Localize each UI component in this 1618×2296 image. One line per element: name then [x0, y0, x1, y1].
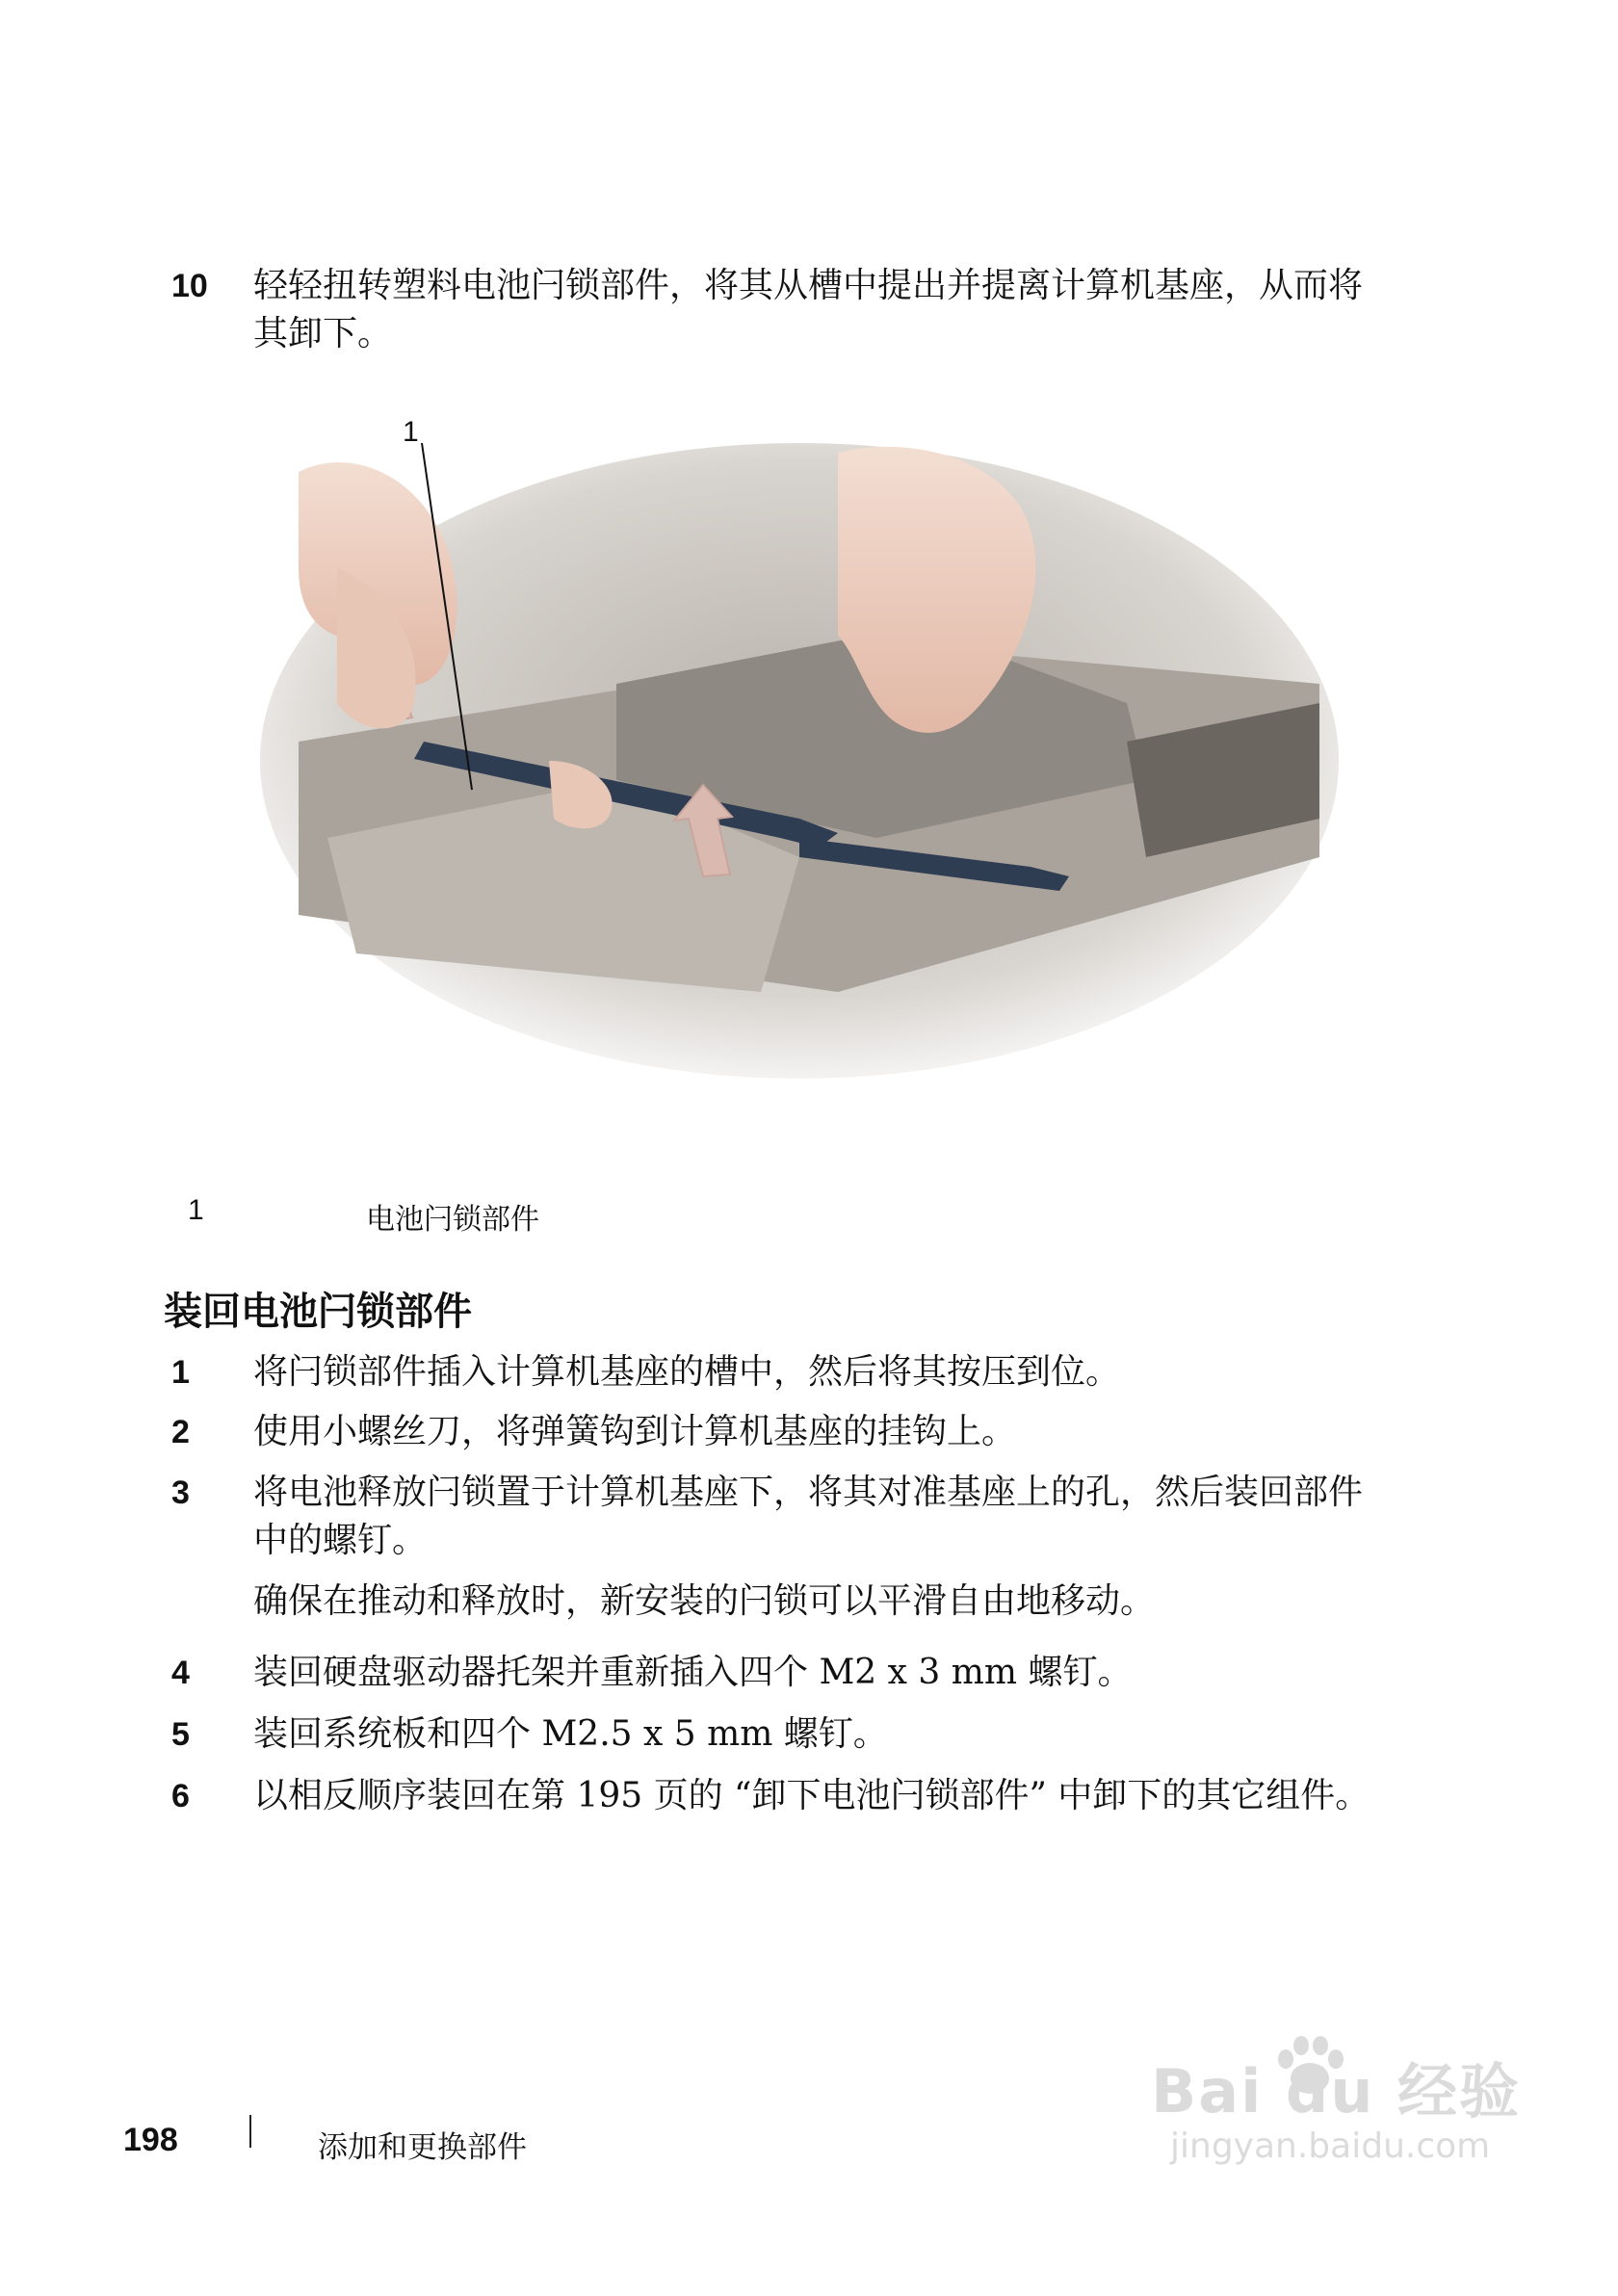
step-text: 轻轻扭转塑料电池闩锁部件，将其从槽中提出并提离计算机基座，从而将其卸下。: [253, 266, 1364, 353]
page-number: 198: [123, 2122, 178, 2158]
step-number: 5: [171, 1716, 190, 1753]
step-text: 以相反顺序装回在第 195 页的 “卸下电池闩锁部件” 中卸下的其它组件。: [253, 1776, 1370, 1815]
step-number: 4: [171, 1655, 190, 1691]
watermark-url: jingyan.baidu.com: [1170, 2126, 1491, 2166]
battery-latch-figure: [299, 416, 1319, 1117]
step-text: 将闩锁部件插入计算机基座的槽中，然后将其按压到位。: [253, 1352, 1121, 1392]
watermark-logo: Bai du 经验: [1151, 2056, 1522, 2126]
step-3-note: 确保在推动和释放时，新安装的闩锁可以平滑自由地移动。: [253, 1581, 1156, 1621]
caption-number: 1: [188, 1194, 204, 1226]
step-text: 装回硬盘驱动器托架并重新插入四个 M2 x 3 mm 螺钉。: [253, 1653, 1133, 1692]
footer-section-title: 添加和更换部件: [318, 2130, 527, 2165]
step-text: 使用小螺丝刀，将弹簧钩到计算机基座的挂钩上。: [253, 1412, 1017, 1451]
step-number: 1: [171, 1354, 190, 1391]
section-heading: 装回电池闩锁部件: [164, 1290, 472, 1334]
footer-separator: [249, 2115, 251, 2148]
step-number: 2: [171, 1414, 190, 1450]
step-number: 10: [171, 268, 208, 304]
caption-text: 电池闩锁部件: [366, 1203, 539, 1237]
step-number: 3: [171, 1474, 190, 1511]
baidu-watermark: [1151, 2032, 1555, 2177]
step-text: 将电池释放闩锁置于计算机基座下，将其对准基座上的孔，然后装回部件中的螺钉。: [253, 1473, 1364, 1560]
callout-label: 1: [403, 416, 419, 448]
step-number: 6: [171, 1778, 190, 1814]
step-text: 装回系统板和四个 M2.5 x 5 mm 螺钉。: [253, 1714, 888, 1754]
